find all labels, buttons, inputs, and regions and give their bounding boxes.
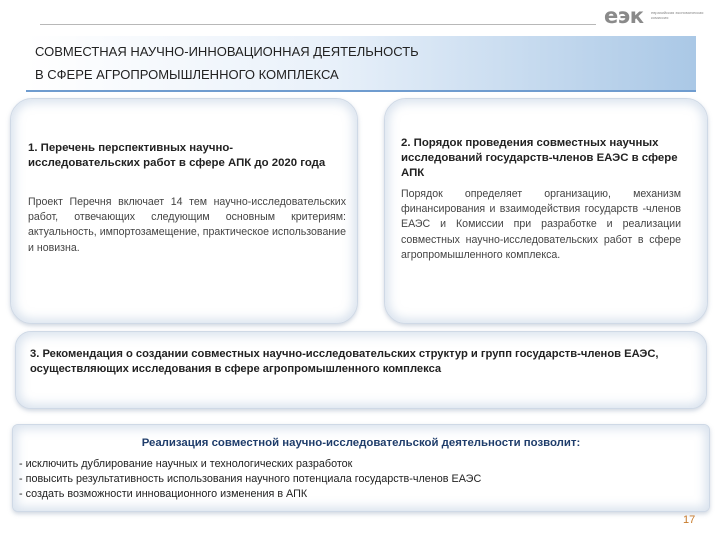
list-item: - создать возможности инновационного изменения в АПК bbox=[19, 488, 308, 500]
block-research-list bbox=[10, 98, 358, 324]
eek-logo bbox=[604, 4, 716, 38]
recommendation-text: 3. Рекомендация о создании совместных научно-исследовательских структур и групп государств-членов ЕАЭС, осуществляющих исследования в сфере агропромышленного комплекса bbox=[30, 348, 659, 375]
list-item: - исключить дублирование научных и технологических разработок bbox=[19, 458, 353, 470]
implementation-list bbox=[19, 457, 481, 502]
implementation-box bbox=[12, 424, 710, 512]
list-item: - повысить результативность использования научного потенциала государств-членов ЕАЭС bbox=[19, 473, 482, 485]
slide-title-line1: СОВМЕСТНАЯ НАУЧНО-ИННОВАЦИОННАЯ ДЕЯТЕЛЬНОСТЬ bbox=[35, 44, 419, 59]
block-procedure-body: Порядок определяет организацию, механизм финансирования и взаимодействия государств -членов ЕАЭС и Комиссии при разработке и реализации совместных научно-исследовательских работ в сфере агропромышленного комплекса. bbox=[401, 188, 681, 261]
block-joint-research-procedure bbox=[384, 98, 708, 324]
slide-title-line2: В СФЕРЕ АГРОПРОМЫШЛЕННОГО КОМПЛЕКСА bbox=[35, 67, 339, 82]
header-divider bbox=[40, 24, 596, 25]
slide-header bbox=[26, 36, 696, 92]
block-research-list-body: Проект Перечня включает 14 тем научно-исследовательских работ, отвечающих следующим основным критериям: актуальность, импортозамещение, практическое использование и новизна. bbox=[28, 196, 346, 254]
block-recommendation bbox=[15, 331, 707, 409]
implementation-title: Реализация совместной научно-исследовательской деятельности позволит: bbox=[141, 437, 581, 449]
header-underline bbox=[26, 90, 696, 92]
block-research-list-title: 1. Перечень перспективных научно-исследовательских работ в сфере АПК до 2020 года bbox=[28, 142, 326, 169]
logo-tagline: евразийская экономическая комиссия bbox=[651, 10, 704, 20]
logo-wordmark: еэк bbox=[604, 4, 644, 28]
block-procedure-title: 2. Порядок проведения совместных научных исследований государств-членов ЕАЭС в сфере АПК bbox=[401, 137, 678, 179]
page-number: 17 bbox=[683, 514, 696, 526]
